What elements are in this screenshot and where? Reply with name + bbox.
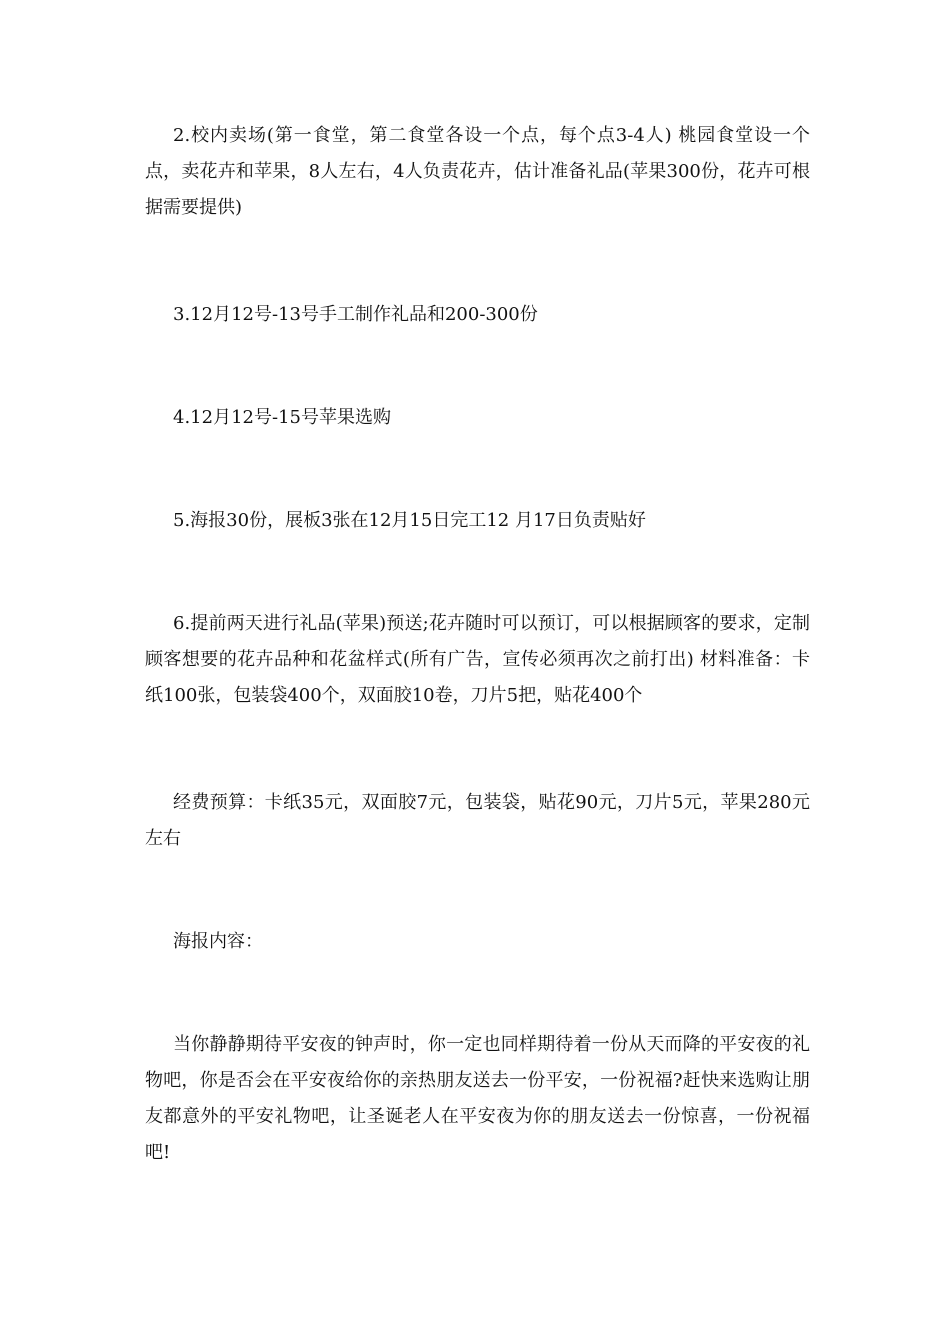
paragraph-apple-purchase: 4.12月12号-15号苹果选购 [173, 407, 391, 428]
paragraph-preorder-materials: 6.提前两天进行礼品(苹果)预送;花卉随时可以预订，可以根据顾客的要求，定制顾客想要的花卉品种和花盆样式(所有广告，宣传必须再次之前打出) 材料准备：卡纸100张，包装袋400个，双面胶10卷，刀片5把，贴花400个 [145, 613, 810, 706]
paragraph-handmade-gifts: 3.12月12号-13号手工制作礼品和200-300份 [173, 304, 538, 325]
paragraph-posters: 5.海报30份，展板3张在12月15日完工12 月17日负责贴好 [173, 510, 646, 531]
paragraph-sales-points: 2.校内卖场(第一食堂，第二食堂各设一个点，每个点3-4人) 桃园食堂设一个点，卖花卉和苹果，8人左右，4人负责花卉，估计准备礼品(苹果300份，花卉可根据需要提供) [145, 125, 810, 218]
paragraph-budget: 经费预算：卡纸35元，双面胶7元，包装袋，贴花90元，刀片5元，苹果280元左右 [145, 792, 810, 849]
paragraph-poster-content: 当你静静期待平安夜的钟声时，你一定也同样期待着一份从天而降的平安夜的礼物吧，你是否会在平安夜给你的亲热朋友送去一份平安，一份祝福?赶快来选购让朋友都意外的平安礼物吧，让圣诞老人在平安夜为你的朋友送去一份惊喜，一份祝福吧! [145, 1034, 810, 1163]
paragraph-poster-heading: 海报内容： [173, 931, 263, 952]
